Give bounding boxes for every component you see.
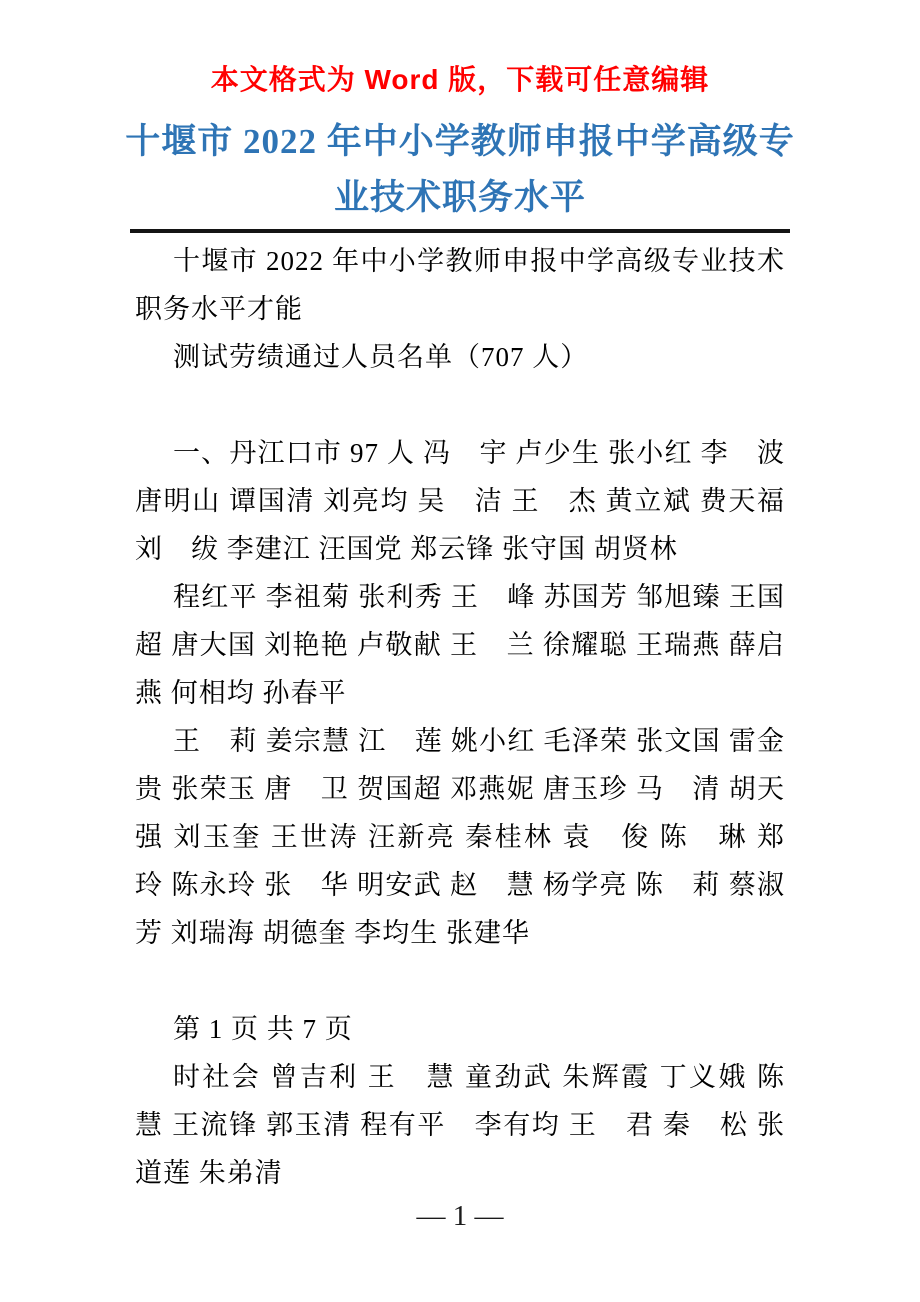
paragraph-namelist-4: 时社会 曾吉利 王 慧 童劲武 朱辉霞 丁义娥 陈 慧 王流锋 郭玉清 程有平 李有均 王 君 秦 松 张道莲 朱弟清 bbox=[135, 1062, 813, 1188]
title-underline-rule bbox=[130, 229, 790, 233]
paragraph-blank bbox=[135, 381, 785, 429]
title-line-2: 业技术职务水平 bbox=[333, 178, 586, 217]
paragraph-list-heading: 测试劳绩通过人员名单（707 人） bbox=[173, 342, 589, 372]
paragraph-namelist-3: 王 莉 姜宗慧 江 莲 姚小红 毛泽荣 张文国 雷金贵 张荣玉 唐 卫 贺国超 邓燕妮 唐玉珍 马 清 胡天强 刘玉奎 王世涛 汪新亮 秦桂林 袁 俊 陈 琳 郑 玲 陈永玲 张 华 明安武 赵 慧 杨学亮 陈 莉 蔡淑芳 刘瑞海 胡德奎 李均生 张建华 bbox=[135, 726, 813, 948]
paragraph-namelist-2: 程红平 李祖菊 张利秀 王 峰 苏国芳 邹旭臻 王国超 唐大国 刘艳艳 卢敬献 王 兰 徐耀聪 王瑞燕 薛启燕 何相均 孙春平 bbox=[135, 582, 785, 708]
paragraph-page-info: 第 1 页 共 7 页 bbox=[173, 1014, 353, 1044]
word-format-banner: 本文格式为 Word 版，下载可任意编辑 bbox=[210, 64, 710, 95]
paragraph-subtitle: 十堰市 2022 年中小学教师申报中学高级专业技术职务水平才能 bbox=[135, 246, 785, 324]
title-line-1: 十堰市 2022 年中小学教师申报中学高级专 bbox=[125, 122, 795, 161]
page-number: — 1 — bbox=[416, 1200, 504, 1232]
paragraph-namelist-1: 一、丹江口市 97 人 冯 宇 卢少生 张小红 李 波 唐明山 谭国清 刘亮均 吴 洁 王 杰 黄立斌 费天福 刘 绂 李建江 汪国党 郑云锋 张守国 胡贤林 bbox=[135, 438, 785, 564]
document-title bbox=[120, 114, 800, 226]
paragraph-blank bbox=[135, 957, 785, 1005]
document-body bbox=[135, 237, 813, 1197]
